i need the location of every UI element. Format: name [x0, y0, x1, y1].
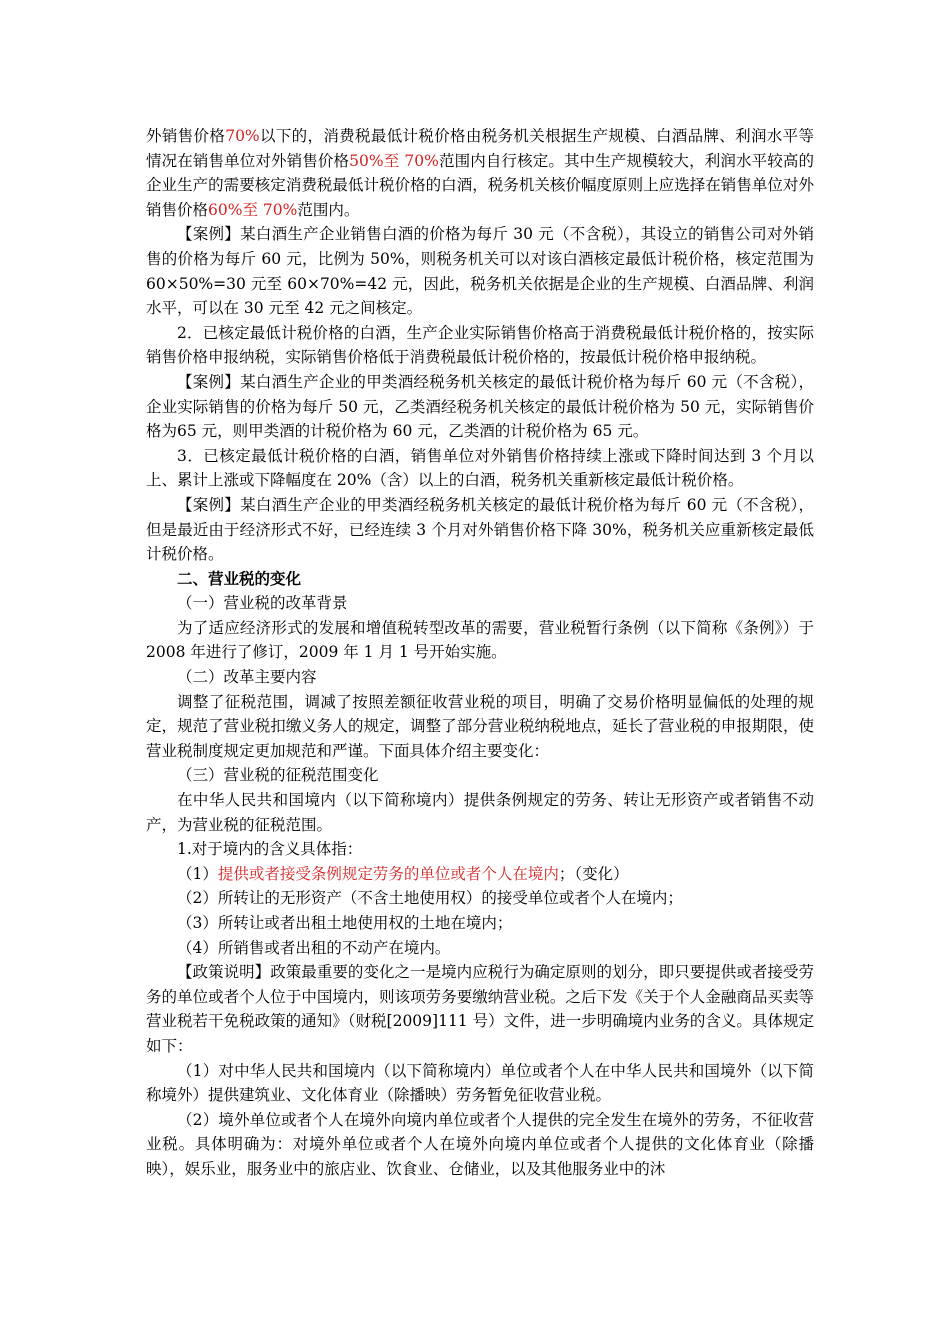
section-heading-business-tax: 二、营业税的变化 — [177, 568, 302, 588]
policy-rule-1: （1）对中华人民共和国境内（以下简称境内）单位或者个人在中华人民共和国境外（以下简称境外）提供建筑业、文化体育业（除播映）劳务暂免征收营业税。 — [146, 1061, 814, 1105]
definition-title: 1.对于境内的含义具体指： — [177, 840, 363, 859]
definition-tail: ；（变化） — [558, 864, 629, 883]
subheading-reform-content: （二）改革主要内容 — [177, 668, 317, 687]
definition-item-3: （3）所转让或者出租土地使用权的土地在境内； — [177, 914, 513, 932]
highlight-50-70-percent: 50%至 70% — [349, 151, 439, 170]
definition-item-1 — [146, 862, 814, 887]
highlight-70-percent: 70% — [225, 127, 260, 145]
case-example-2: 【案例】某白酒生产企业的甲类酒经税务机关核定的最低计税价格为每斤 60 元（不含税），企业实际销售的价格为每斤 50 元，乙类酒经税务机关核定的最低计税价格为 50 元，实际销售价格为65 元，则甲类酒的计税价格为 60 元，乙类酒的计税价格为 65 元。 — [146, 372, 814, 441]
subheading-background: （一）营业税的改革背景 — [177, 594, 348, 613]
highlight-definition-1: 提供或者接受条例规定劳务的单位或者个人在境内 — [217, 864, 559, 883]
definition-item-4: （4）所销售或者出租的不动产在境内。 — [177, 938, 451, 957]
rule-item-3: 3．已核定最低计税价格的白酒，销售单位对外销售价格持续上涨或下降时间达到 3 个月以上、累计上涨或下降幅度在 20%（含）以上的白酒，税务机关重新核定最低计税价格。 — [146, 446, 814, 490]
highlight-60-70-percent: 60%至 70% — [208, 200, 298, 219]
text-segment: 范围内自行核定。其中生产规模较大，利润水平较高的企业生产的需要核定消费税最低计税价格的白酒，税务机关核价幅度原则上应选择在销售单位对外销售价格 — [146, 151, 814, 219]
paragraph-tax-scope: 在中华人民共和国境内（以下简称境内）提供条例规定的劳务、转让无形资产或者销售不动产，为营业税的征税范围。 — [146, 791, 814, 834]
policy-rule-2: （2）境外单位或者个人在境外向境内单位或者个人提供的完全发生在境外的劳务，不征收营业税。具体明确为：对境外单位或者个人在境外向境内单位或者个人提供的文化体育业（除播映），娱乐业，服务业中的旅店业、饮食业、仓储业，以及其他服务业中的沐 — [146, 1110, 814, 1178]
case-example-3: 【案例】某白酒生产企业的甲类酒经税务机关核定的最低计税价格为每斤 60 元（不含税），但是最近由于经济形式不好，已经连续 3 个月对外销售价格下降 30%，税务机关应重新核定最低计税价格。 — [146, 495, 814, 564]
case-example-1: 【案例】某白酒生产企业销售白酒的价格为每斤 30 元（不含税），其设立的销售公司对外销售的价格为每斤 60 元，比例为 50%，则税务机关可以对该白酒核定最低计税价格，核定范围为 60×50%=30 元至 60×70%=42 元，因此，税务机关依据是企业的生产规模、白酒品牌、利润水平，可以在 30 元至 42 元之间核定。 — [146, 225, 814, 318]
definition-item-2: （2）所转让的无形资产（不含土地使用权）的接受单位或者个人在境内； — [177, 889, 683, 908]
rule-item-2: 2．已核定最低计税价格的白酒，生产企业实际销售价格高于消费税最低计税价格的，按实际销售价格申报纳税，实际销售价格低于消费税最低计税价格的，按最低计税价格申报纳税。 — [146, 323, 814, 367]
text-segment: 以下的，消费税最低计税价格由税务机关根据生产规模、白酒品牌、利润水平等情况在销售单位对外销售价格 — [146, 127, 814, 170]
text-segment: 范围内。 — [297, 200, 360, 219]
paragraph-price-range — [146, 124, 814, 222]
paragraph-reform-content: 调整了征税范围，调减了按照差额征收营业税的项目，明确了交易价格明显偏低的处理的规定，规范了营业税扣缴义务人的规定，调整了部分营业税纳税地点，延长了营业税的申报期限，使营业税制度规定更加规范和严谨。下面具体介绍主要变化： — [146, 692, 814, 760]
subheading-tax-scope: （三）营业税的征税范围变化 — [177, 766, 379, 785]
policy-explanation: 【政策说明】政策最重要的变化之一是境内应税行为确定原则的划分，即只要提供或者接受劳务的单位或者个人位于中国境内，则该项劳务要缴纳营业税。之后下发《关于个人金融商品买卖等营业税若干免税政策的通知》（财税[2009]111 号）文件，进一步明确境内业务的含义。具体规定如下： — [146, 963, 814, 1055]
definition-number: （1） — [177, 864, 218, 883]
text-segment: 外销售价格 — [146, 127, 226, 145]
paragraph-background: 为了适应经济形式的发展和增值税转型改革的需要，营业税暂行条例（以下简称《条例》）于 2008 年进行了修订，2009 年 1 月 1 号开始实施。 — [146, 618, 814, 662]
